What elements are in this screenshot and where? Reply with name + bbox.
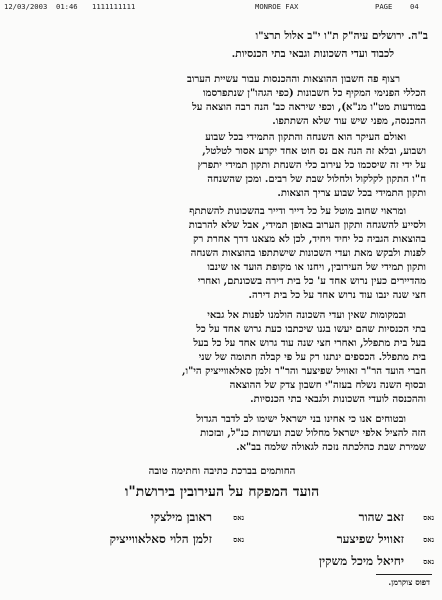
signature-name: זאב שהור	[358, 510, 404, 524]
body-line: חצי שנה ינבו עוד נרוש אחד על כל בית דירה.	[248, 290, 426, 301]
body-line: מהדיירים כעין נרוש אחד ע' כל בית דירה בשכונתם, ואחרי	[197, 276, 426, 287]
body-line: ושבוע, ובלא זה הנה אם נס חוט אחד יקרע אסור לטלטל,	[202, 146, 426, 157]
signature-name: זאוויל שפיצער	[336, 532, 404, 546]
body-line: ההכנסה, מפני שיש עוד שלא השתתפו.	[272, 116, 426, 127]
signature-name: זלמן הלוי סאלאווייציק	[109, 532, 212, 546]
signature-prefix: נאס	[423, 535, 434, 544]
letter-document	[10, 22, 434, 594]
fax-page-label: PAGE	[375, 2, 393, 11]
body-line: ומראוי שחוב מוטל על כל דייר ודייר בהשכונות להשתתף	[189, 206, 406, 217]
fax-time: 01:46	[56, 2, 78, 11]
fax-page-number: 04	[410, 2, 419, 11]
body-line: ואולם העיקר הוא השנחה והתקון התמידי בכל שבוע	[205, 132, 406, 143]
body-line: ובסוף השנה נשלח בעזה"י חשבון צדק של ההוצאה	[229, 380, 426, 391]
body-line: ולסייע להשגחה ותקון הערוב באופן תמידי, אבל שלא להרבות	[188, 220, 426, 231]
body-line: בתי הכנסיות שהם יעשו בגנו שיכתבו כעת גרוש אחד על כל	[196, 324, 426, 335]
body-line: בהוצאות הגביה כל יחיד ויחיד, לכן לא מצאנו דרך אחרת רק	[193, 234, 426, 245]
body-line: שמירת שבת כהלכתה נזכה לגאולה שלמה בב"א.	[236, 442, 426, 453]
fax-header	[0, 0, 442, 12]
signature-prefix: נאס	[233, 535, 244, 544]
printer-rule	[376, 574, 432, 575]
printer-credit: דפוס צוקרמן.	[388, 577, 430, 587]
body-line: ותקון תמידי של העירובין, ויחנו או מקופת הועד או שינבו	[207, 262, 426, 273]
fax-number: 1111111111	[92, 2, 136, 11]
signature-prefix: נאס	[423, 557, 434, 566]
committee-title: הועד המפקח על העירובין בירושת"ו	[124, 484, 320, 500]
fax-date: 12/03/2003	[4, 2, 48, 11]
body-line: וההכנסה לועדי השכונות ולגבאי בתי הכנסיות.	[250, 394, 426, 405]
dateline: ב"ה. ירושלים עיה"ק ת"ו י"ב אלול תרצ"ו	[255, 30, 428, 42]
body-line: חברי הועד הר"ר זאוויל שפיצער והר"ר זלמן סאלאווייציק הי"ו,	[182, 366, 426, 377]
body-line: הזה להציל אלפי ישראל מחלול שבת ועשרות כנ"ל, ובזכות	[200, 428, 426, 439]
body-line: על ידי זה שיסכמו כל עירוב כלי השנחת ותקון תמידי יתפרץ	[197, 160, 426, 171]
signature-name: יחיאל מיכל משקין	[318, 554, 404, 568]
body-line: במודעות מט"ו מנ"א), וכפי שיראה כב' הנה רבה הוצאה על	[192, 102, 426, 113]
body-line: ח"ו התקון לקלקול ולחלול שבת של רבים. ומכן שהשנחה	[207, 174, 426, 185]
body-line: רצוף פה חשבון ההוצאות וההכנסות עבור עשיית הערוב	[186, 74, 400, 85]
signature-prefix: נאס	[233, 513, 244, 522]
body-line: ובמקומות שאין ועדי השכונה הולמנו לפנות אל גבאי	[207, 310, 406, 321]
fax-sender: MONROE FAX	[255, 2, 299, 11]
body-line: בעל בית מתפלל, ואחרי חצי שנה עוד גרוש אחד על כל בעל	[193, 338, 426, 349]
body-line: ותקון התמידי בכל שבוע צריך הוצאות.	[277, 188, 426, 199]
body-line: בית מתפלל. הכספים ינתנו רק על פי קבלה חתומה של שני	[198, 352, 426, 363]
signature-prefix: נאס	[423, 513, 434, 522]
closing-line: החותמים בברכת כתיבה וחתימה טובה	[148, 466, 296, 477]
body-line: ובטוחים אנו כי אחינו בני ישראל ישימו לב לדבר הגדול	[196, 414, 406, 425]
body-line: לפנות ולבקש מאת ועדי השכונות שישתתפו בהוצאות השנחה	[190, 248, 426, 259]
signature-name: ראובן מילצקי	[150, 510, 212, 524]
body-line: הכללי הפנימי המקיף כל חשבונות (כפי הגהו"ן שנתפרסמו	[202, 88, 426, 99]
salutation: לכבוד ועדי השכונות וגבאי בתי הכנסיות.	[231, 48, 394, 60]
